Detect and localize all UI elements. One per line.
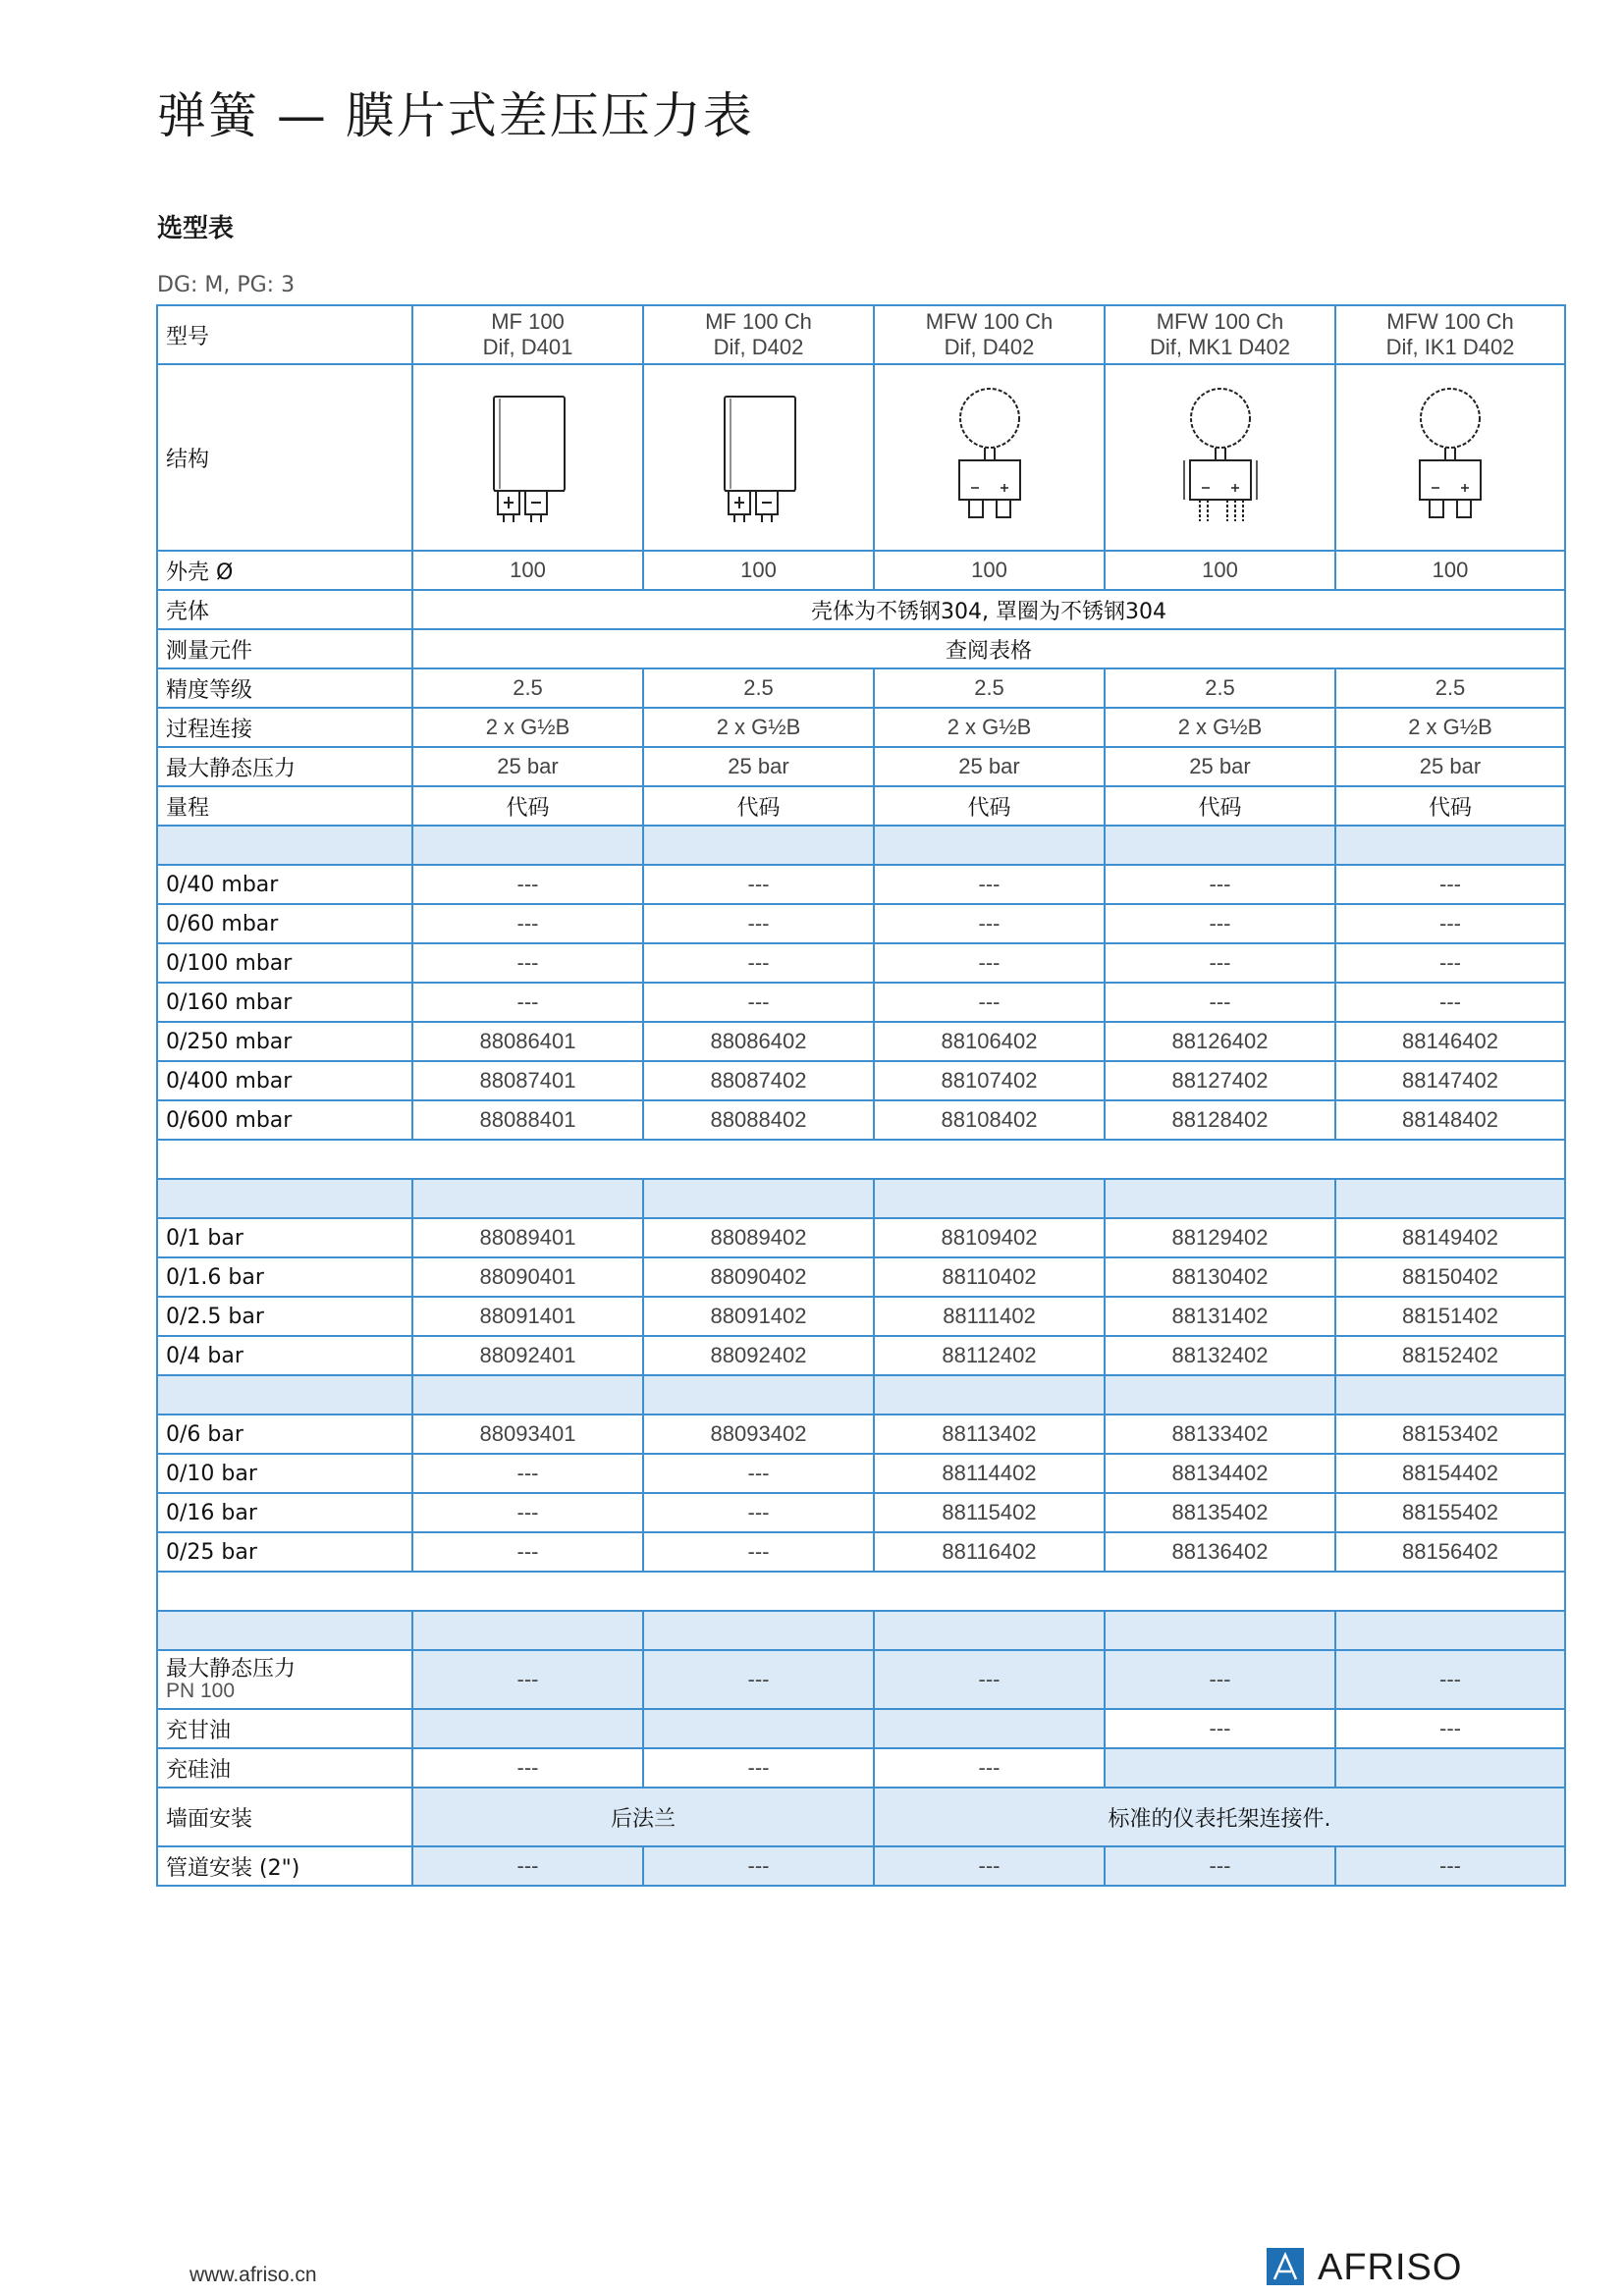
order-code: 88111402 <box>874 1297 1105 1336</box>
order-code: 88152402 <box>1335 1336 1565 1375</box>
max-static-row <box>157 747 1565 786</box>
range-row <box>157 943 1565 983</box>
order-code: 88133402 <box>1105 1415 1335 1454</box>
order-code: 88149402 <box>1335 1218 1565 1257</box>
order-code: 88093402 <box>643 1415 874 1454</box>
cell: --- <box>1335 1650 1565 1709</box>
range-label: 0/250 mbar <box>157 1022 412 1061</box>
order-code: 88092402 <box>643 1336 874 1375</box>
cell: 2.5 <box>412 668 643 708</box>
range-row <box>157 904 1565 943</box>
row-label: 充甘油 <box>157 1709 412 1748</box>
order-code: 88109402 <box>874 1218 1105 1257</box>
cell: --- <box>874 1748 1105 1788</box>
range-group-mbar <box>157 865 1565 1140</box>
cell: 2 x G½B <box>412 708 643 747</box>
packaging-info: DG: M, PG: 3 <box>157 273 296 297</box>
spacer-row <box>157 1140 1565 1179</box>
order-code: 88087402 <box>643 1061 874 1100</box>
cell: --- <box>643 1748 874 1788</box>
order-code: 88128402 <box>1105 1100 1335 1140</box>
range-row <box>157 1415 1565 1454</box>
cell: --- <box>412 1650 643 1709</box>
cell: 25 bar <box>1105 747 1335 786</box>
section-header-row <box>157 1375 1565 1415</box>
order-code: --- <box>1105 943 1335 983</box>
order-code: --- <box>874 943 1105 983</box>
order-code: 88086402 <box>643 1022 874 1061</box>
order-code: --- <box>412 983 643 1022</box>
measuring-element-row <box>157 629 1565 668</box>
cell: 25 bar <box>1335 747 1565 786</box>
model-header: MF 100 Dif, D401 <box>412 305 643 364</box>
order-code: 88089401 <box>412 1218 643 1257</box>
order-code: --- <box>412 904 643 943</box>
cell: --- <box>643 1650 874 1709</box>
cell: 2 x G½B <box>643 708 874 747</box>
page-title: 弹簧 — 膜片式差压压力表 <box>157 87 754 144</box>
device-drawing-mfw100ch-mk1 <box>1105 364 1335 551</box>
case-material-row <box>157 590 1565 629</box>
order-code: 88092401 <box>412 1336 643 1375</box>
order-code: 88107402 <box>874 1061 1105 1100</box>
brand-name: AFRISO <box>1318 2247 1463 2288</box>
order-code: 88115402 <box>874 1493 1105 1532</box>
cell: 2 x G½B <box>1335 708 1565 747</box>
order-code: --- <box>643 865 874 904</box>
order-code: 88089402 <box>643 1218 874 1257</box>
cell: 100 <box>874 551 1105 590</box>
order-code: 88110402 <box>874 1257 1105 1297</box>
row-label: 充硅油 <box>157 1748 412 1788</box>
model-header: MFW 100 Ch Dif, MK1 D402 <box>1105 305 1335 364</box>
order-code: 88106402 <box>874 1022 1105 1061</box>
cell: --- <box>1105 1846 1335 1886</box>
row-label: 量程 <box>157 786 412 826</box>
row-label: 精度等级 <box>157 668 412 708</box>
cell: 2.5 <box>1105 668 1335 708</box>
order-code: 88146402 <box>1335 1022 1565 1061</box>
order-code: 88130402 <box>1105 1257 1335 1297</box>
order-code: 88091402 <box>643 1297 874 1336</box>
order-code: 88088402 <box>643 1100 874 1140</box>
afriso-logo <box>1267 2246 1492 2289</box>
range-row <box>157 1336 1565 1375</box>
wall-mount-bracket: 标准的仪表托架连接件. <box>874 1788 1565 1846</box>
cell: 100 <box>1105 551 1335 590</box>
range-row <box>157 983 1565 1022</box>
order-code: 88116402 <box>874 1532 1105 1572</box>
device-drawing-mf100ch <box>643 364 874 551</box>
cell: 25 bar <box>874 747 1105 786</box>
order-code: 88155402 <box>1335 1493 1565 1532</box>
order-code: --- <box>1105 904 1335 943</box>
order-code: 88154402 <box>1335 1454 1565 1493</box>
range-row <box>157 1454 1565 1493</box>
cell: 代码 <box>1105 786 1335 826</box>
cell: --- <box>643 1846 874 1886</box>
pn100-row <box>157 1650 1565 1709</box>
glycerin-row <box>157 1709 1565 1748</box>
cell: --- <box>1335 1709 1565 1748</box>
range-label: 0/100 mbar <box>157 943 412 983</box>
cell: --- <box>412 1846 643 1886</box>
order-code: 88135402 <box>1105 1493 1335 1532</box>
cell <box>874 1709 1105 1748</box>
model-header: MF 100 Ch Dif, D402 <box>643 305 874 364</box>
range-row <box>157 1257 1565 1297</box>
range-label: 0/1.6 bar <box>157 1257 412 1297</box>
cell: 代码 <box>1335 786 1565 826</box>
range-label: 0/4 bar <box>157 1336 412 1375</box>
cell: 2.5 <box>874 668 1105 708</box>
range-row <box>157 1022 1565 1061</box>
range-row <box>157 1297 1565 1336</box>
cell: --- <box>1105 1650 1335 1709</box>
measuring-element-value: 查阅表格 <box>412 629 1565 668</box>
range-row <box>157 1532 1565 1572</box>
order-code: --- <box>1335 865 1565 904</box>
cell: --- <box>1335 1846 1565 1886</box>
order-code: --- <box>643 943 874 983</box>
cell: 25 bar <box>412 747 643 786</box>
cell <box>643 1709 874 1748</box>
range-label: 0/40 mbar <box>157 865 412 904</box>
order-code: --- <box>643 1493 874 1532</box>
order-code: 88112402 <box>874 1336 1105 1375</box>
cell: 代码 <box>412 786 643 826</box>
order-code: --- <box>643 1454 874 1493</box>
range-label: 0/6 bar <box>157 1415 412 1454</box>
row-label: 最大静态压力 <box>157 747 412 786</box>
order-code: --- <box>1335 904 1565 943</box>
order-code: 88090401 <box>412 1257 643 1297</box>
order-code: --- <box>412 1532 643 1572</box>
order-code: 88132402 <box>1105 1336 1335 1375</box>
range-label: 0/10 bar <box>157 1454 412 1493</box>
cell: --- <box>412 1748 643 1788</box>
order-code: 88090402 <box>643 1257 874 1297</box>
cell: 2.5 <box>643 668 874 708</box>
range-label: 0/400 mbar <box>157 1061 412 1100</box>
order-code: 88136402 <box>1105 1532 1335 1572</box>
order-code: --- <box>412 1454 643 1493</box>
section-header-row <box>157 1611 1565 1650</box>
cell: --- <box>874 1846 1105 1886</box>
cell: 2 x G½B <box>874 708 1105 747</box>
structure-label: 结构 <box>157 364 412 551</box>
order-code: --- <box>412 943 643 983</box>
row-label: 壳体 <box>157 590 412 629</box>
order-code: 88114402 <box>874 1454 1105 1493</box>
cell: --- <box>874 1650 1105 1709</box>
order-code: --- <box>643 1532 874 1572</box>
order-code: 88156402 <box>1335 1532 1565 1572</box>
cell: 25 bar <box>643 747 874 786</box>
order-code: 88093401 <box>412 1415 643 1454</box>
structure-row <box>157 364 1565 551</box>
connection-row <box>157 708 1565 747</box>
order-code: --- <box>874 904 1105 943</box>
device-drawing-mfw100ch <box>874 364 1105 551</box>
range-row <box>157 1218 1565 1257</box>
order-code: 88151402 <box>1335 1297 1565 1336</box>
cell: 代码 <box>874 786 1105 826</box>
range-label: 0/25 bar <box>157 1532 412 1572</box>
range-group-bar-low <box>157 1218 1565 1375</box>
order-code: --- <box>1335 943 1565 983</box>
order-code: 88091401 <box>412 1297 643 1336</box>
order-code: 88108402 <box>874 1100 1105 1140</box>
cell: 代码 <box>643 786 874 826</box>
section-header-row <box>157 1179 1565 1218</box>
order-code: 88087401 <box>412 1061 643 1100</box>
selection-table <box>156 304 1566 1887</box>
model-label: 型号 <box>157 305 412 364</box>
model-row <box>157 305 1565 364</box>
cell: 100 <box>643 551 874 590</box>
row-label: 最大静态压力 PN 100 <box>157 1650 412 1709</box>
model-header: MFW 100 Ch Dif, D402 <box>874 305 1105 364</box>
cell: 100 <box>1335 551 1565 590</box>
range-label: 0/16 bar <box>157 1493 412 1532</box>
cell: 2.5 <box>1335 668 1565 708</box>
cell <box>1105 1748 1335 1788</box>
order-code: 88147402 <box>1335 1061 1565 1100</box>
accuracy-row <box>157 668 1565 708</box>
order-code: --- <box>643 983 874 1022</box>
order-code: --- <box>1335 983 1565 1022</box>
cell <box>412 1709 643 1748</box>
afriso-mark-icon <box>1267 2248 1304 2285</box>
order-code: 88086401 <box>412 1022 643 1061</box>
cell <box>1335 1748 1565 1788</box>
row-label: 管道安装 (2") <box>157 1846 412 1886</box>
range-row <box>157 1493 1565 1532</box>
order-code: 88088401 <box>412 1100 643 1140</box>
order-code: --- <box>1105 865 1335 904</box>
pipe-mount-row <box>157 1846 1565 1886</box>
section-title: 选型表 <box>157 214 235 243</box>
cell: 100 <box>412 551 643 590</box>
order-code: 88127402 <box>1105 1061 1335 1100</box>
row-label: 过程连接 <box>157 708 412 747</box>
range-row <box>157 865 1565 904</box>
order-code: --- <box>412 1493 643 1532</box>
wall-mount-rear-flange: 后法兰 <box>412 1788 874 1846</box>
order-code: 88148402 <box>1335 1100 1565 1140</box>
order-code: 88129402 <box>1105 1218 1335 1257</box>
cell: 2 x G½B <box>1105 708 1335 747</box>
wall-mount-row <box>157 1788 1565 1846</box>
range-label: 0/600 mbar <box>157 1100 412 1140</box>
range-header-row <box>157 786 1565 826</box>
order-code: 88113402 <box>874 1415 1105 1454</box>
range-label: 0/160 mbar <box>157 983 412 1022</box>
order-code: --- <box>874 865 1105 904</box>
case-diameter-row <box>157 551 1565 590</box>
row-label: 测量元件 <box>157 629 412 668</box>
range-group-bar-high <box>157 1415 1565 1572</box>
range-label: 0/60 mbar <box>157 904 412 943</box>
range-row <box>157 1100 1565 1140</box>
range-row <box>157 1061 1565 1100</box>
silicone-row <box>157 1748 1565 1788</box>
order-code: 88134402 <box>1105 1454 1335 1493</box>
website-url[interactable]: www.afriso.cn <box>189 2264 317 2286</box>
order-code: 88131402 <box>1105 1297 1335 1336</box>
model-header: MFW 100 Ch Dif, IK1 D402 <box>1335 305 1565 364</box>
order-code: --- <box>643 904 874 943</box>
order-code: 88126402 <box>1105 1022 1335 1061</box>
spacer-row <box>157 1572 1565 1611</box>
cell: --- <box>1105 1709 1335 1748</box>
device-drawing-mf100 <box>412 364 643 551</box>
order-code: --- <box>1105 983 1335 1022</box>
order-code: 88153402 <box>1335 1415 1565 1454</box>
order-code: --- <box>412 865 643 904</box>
device-drawing-mfw100ch-ik1 <box>1335 364 1565 551</box>
section-header-row <box>157 826 1565 865</box>
order-code: --- <box>874 983 1105 1022</box>
range-label: 0/1 bar <box>157 1218 412 1257</box>
order-code: 88150402 <box>1335 1257 1565 1297</box>
row-label: 外壳 Ø <box>157 551 412 590</box>
row-label: 墙面安装 <box>157 1788 412 1846</box>
case-material-value: 壳体为不锈钢304, 罩圈为不锈钢304 <box>412 590 1565 629</box>
range-label: 0/2.5 bar <box>157 1297 412 1336</box>
